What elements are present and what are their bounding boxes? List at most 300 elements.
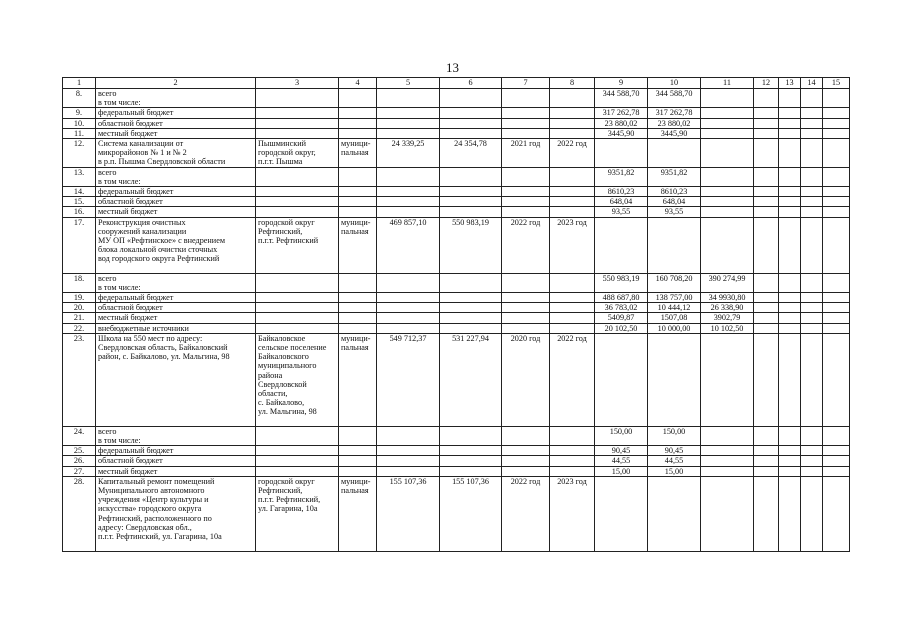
table-cell-col-9 [595, 333, 648, 426]
table-cell-col-12 [754, 118, 779, 128]
table-cell-col-7: 2021 год [502, 139, 550, 168]
column-number-7: 7 [502, 78, 550, 89]
table-cell-col-6: 24 354,78 [440, 139, 502, 168]
table-cell-col-4 [339, 108, 377, 118]
table-cell-col-13 [779, 128, 801, 138]
table-cell-col-8 [550, 303, 595, 313]
table-cell-col-5 [377, 187, 440, 197]
table-cell-col-15 [823, 128, 850, 138]
table-cell-col-8: 2022 год [550, 139, 595, 168]
table-cell-col-5 [377, 273, 440, 292]
table-cell-col-10: 150,00 [648, 426, 701, 445]
table-cell-col-10: 3445,90 [648, 128, 701, 138]
table-cell-col-2: областной бюджет [96, 456, 256, 466]
table-cell-col-5 [377, 323, 440, 333]
table-cell-col-7 [502, 273, 550, 292]
table-cell-col-10 [648, 217, 701, 273]
table-cell-col-10: 93,55 [648, 207, 701, 217]
table-cell-col-13 [779, 426, 801, 445]
table-row [63, 313, 850, 323]
table-cell-col-15 [823, 456, 850, 466]
table-cell-col-11 [701, 207, 754, 217]
table-row [63, 323, 850, 333]
table-cell-col-5 [377, 456, 440, 466]
table-cell-col-5 [377, 446, 440, 456]
table-cell-col-5 [377, 118, 440, 128]
table-cell-col-14 [801, 303, 823, 313]
table-cell-col-4 [339, 273, 377, 292]
table-cell-col-2: федеральный бюджет [96, 187, 256, 197]
table-cell-col-10: 44,55 [648, 456, 701, 466]
table-cell-col-4 [339, 167, 377, 186]
table-cell-col-5 [377, 207, 440, 217]
table-cell-col-2: областной бюджет [96, 303, 256, 313]
table-cell-col-15 [823, 323, 850, 333]
table-cell-col-4 [339, 313, 377, 323]
table-cell-col-2: внебюджетные источники [96, 323, 256, 333]
table-cell-col-6 [440, 293, 502, 303]
table-cell-col-11 [701, 139, 754, 168]
table-cell-col-7 [502, 456, 550, 466]
table-cell-col-7 [502, 466, 550, 476]
table-cell-col-4 [339, 118, 377, 128]
table-cell-col-6 [440, 207, 502, 217]
table-cell-col-9: 150,00 [595, 426, 648, 445]
table-cell-col-8 [550, 118, 595, 128]
table-cell-col-6: 155 107,36 [440, 476, 502, 551]
table-cell-col-4 [339, 197, 377, 207]
table-cell-col-12 [754, 446, 779, 456]
table-cell-col-5 [377, 293, 440, 303]
table-cell-col-2: Капитальный ремонт помещений Муниципального автономного учреждения «Центр культуры и искусства» городского округа Рефтинский, расположенного по адресу: Свердловская обл., п.г.т. Рефтинский, ул. Гагарина, 10а [96, 476, 256, 551]
table-cell-col-10: 15,00 [648, 466, 701, 476]
table-cell-col-7: 2022 год [502, 476, 550, 551]
table-cell-col-5 [377, 108, 440, 118]
table-row [63, 167, 850, 186]
table-cell-col-7 [502, 89, 550, 108]
table-cell-col-9: 344 588,70 [595, 89, 648, 108]
table-cell-col-6 [440, 313, 502, 323]
table-cell-col-2: Система канализации от микрорайонов № 1 и № 2 в р.п. Пышма Свердловской области [96, 139, 256, 168]
table-cell-col-4 [339, 293, 377, 303]
table-row [63, 303, 850, 313]
table-cell-col-11: 34 9930,80 [701, 293, 754, 303]
table-cell-col-12 [754, 187, 779, 197]
table-cell-col-2: всего в том числе: [96, 167, 256, 186]
investment-table [62, 77, 850, 552]
table-cell-col-14 [801, 456, 823, 466]
table-cell-col-5 [377, 167, 440, 186]
table-cell-col-1: 25. [63, 446, 96, 456]
table-row [63, 446, 850, 456]
table-cell-col-14 [801, 333, 823, 426]
table-cell-col-2: федеральный бюджет [96, 293, 256, 303]
table-cell-col-9: 93,55 [595, 207, 648, 217]
table-cell-col-3 [256, 89, 339, 108]
page-number: 13 [446, 60, 459, 75]
table-cell-col-10: 10 000,00 [648, 323, 701, 333]
table-cell-col-9: 488 687,80 [595, 293, 648, 303]
table-cell-col-3 [256, 446, 339, 456]
table-row [63, 139, 850, 168]
table-cell-col-9: 3445,90 [595, 128, 648, 138]
table-row [63, 89, 850, 108]
table-cell-col-3: городской округ Рефтинский, п.г.т. Рефтинский, ул. Гагарина, 10а [256, 476, 339, 551]
table-cell-col-4: муници- пальная [339, 476, 377, 551]
table-cell-col-2: всего в том числе: [96, 426, 256, 445]
table-cell-col-4 [339, 456, 377, 466]
table-cell-col-1: 27. [63, 466, 96, 476]
table-cell-col-5 [377, 303, 440, 313]
table-cell-col-8 [550, 108, 595, 118]
table-cell-col-15 [823, 89, 850, 108]
table-cell-col-3 [256, 303, 339, 313]
table-cell-col-9: 36 783,02 [595, 303, 648, 313]
table-cell-col-8 [550, 313, 595, 323]
table-cell-col-13 [779, 197, 801, 207]
table-cell-col-12 [754, 139, 779, 168]
table-cell-col-2: областной бюджет [96, 197, 256, 207]
table-cell-col-10: 8610,23 [648, 187, 701, 197]
table-cell-col-7 [502, 187, 550, 197]
table-cell-col-8: 2023 год [550, 217, 595, 273]
table-cell-col-5 [377, 128, 440, 138]
table-cell-col-4 [339, 187, 377, 197]
table-cell-col-8 [550, 167, 595, 186]
table-cell-col-14 [801, 89, 823, 108]
table-cell-col-4 [339, 207, 377, 217]
table-cell-col-12 [754, 456, 779, 466]
column-number-row [63, 78, 850, 89]
table-cell-col-4 [339, 303, 377, 313]
table-cell-col-4 [339, 128, 377, 138]
table-cell-col-9 [595, 476, 648, 551]
table-cell-col-13 [779, 108, 801, 118]
table-cell-col-9: 15,00 [595, 466, 648, 476]
table-cell-col-11 [701, 187, 754, 197]
table-cell-col-14 [801, 476, 823, 551]
table-cell-col-15 [823, 303, 850, 313]
table-cell-col-3 [256, 466, 339, 476]
table-row [63, 466, 850, 476]
table-cell-col-1: 26. [63, 456, 96, 466]
table-cell-col-1: 24. [63, 426, 96, 445]
table-cell-col-10: 1507,08 [648, 313, 701, 323]
table-cell-col-11 [701, 456, 754, 466]
table-cell-col-1: 13. [63, 167, 96, 186]
table-cell-col-14 [801, 426, 823, 445]
table-cell-col-14 [801, 293, 823, 303]
table-cell-col-8: 2023 год [550, 476, 595, 551]
table-cell-col-10: 9351,82 [648, 167, 701, 186]
table-cell-col-14 [801, 139, 823, 168]
table-cell-col-13 [779, 118, 801, 128]
table-cell-col-10 [648, 139, 701, 168]
table-row [63, 273, 850, 292]
table-cell-col-3 [256, 456, 339, 466]
table-cell-col-1: 28. [63, 476, 96, 551]
table-row [63, 333, 850, 426]
table-cell-col-5 [377, 197, 440, 207]
table-cell-col-14 [801, 118, 823, 128]
table-cell-col-9 [595, 217, 648, 273]
table-cell-col-11 [701, 217, 754, 273]
table-cell-col-6 [440, 446, 502, 456]
table-cell-col-15 [823, 207, 850, 217]
table-cell-col-13 [779, 313, 801, 323]
table-row [63, 217, 850, 273]
table-cell-col-6 [440, 118, 502, 128]
table-cell-col-10: 90,45 [648, 446, 701, 456]
table-cell-col-8 [550, 456, 595, 466]
table-cell-col-13 [779, 323, 801, 333]
table-cell-col-14 [801, 187, 823, 197]
table-cell-col-11 [701, 128, 754, 138]
table-cell-col-7: 2020 год [502, 333, 550, 426]
table-cell-col-8 [550, 293, 595, 303]
table-cell-col-1: 21. [63, 313, 96, 323]
table-cell-col-11 [701, 446, 754, 456]
table-cell-col-3 [256, 313, 339, 323]
table-cell-col-15 [823, 333, 850, 426]
table-row [63, 118, 850, 128]
table-cell-col-11 [701, 426, 754, 445]
table-cell-col-7: 2022 год [502, 217, 550, 273]
table-cell-col-12 [754, 128, 779, 138]
table-cell-col-12 [754, 89, 779, 108]
table-cell-col-3: Пышминский городской округ, п.г.т. Пышма [256, 139, 339, 168]
table-cell-col-14 [801, 273, 823, 292]
table-cell-col-12 [754, 207, 779, 217]
table-cell-col-14 [801, 466, 823, 476]
table-cell-col-1: 22. [63, 323, 96, 333]
table-cell-col-3 [256, 118, 339, 128]
table-cell-col-10: 160 708,20 [648, 273, 701, 292]
table-cell-col-9 [595, 139, 648, 168]
table-row [63, 426, 850, 445]
table-cell-col-8 [550, 197, 595, 207]
table-cell-col-3 [256, 207, 339, 217]
table-cell-col-11 [701, 197, 754, 207]
table-cell-col-7 [502, 313, 550, 323]
table-cell-col-4: муници- пальная [339, 217, 377, 273]
table-cell-col-10: 138 757,00 [648, 293, 701, 303]
table-cell-col-14 [801, 197, 823, 207]
column-number-1: 1 [63, 78, 96, 89]
table-row [63, 128, 850, 138]
table-cell-col-5: 155 107,36 [377, 476, 440, 551]
table-cell-col-12 [754, 293, 779, 303]
table-cell-col-15 [823, 187, 850, 197]
table-cell-col-8 [550, 323, 595, 333]
table-cell-col-12 [754, 426, 779, 445]
table-cell-col-11 [701, 89, 754, 108]
table-cell-col-12 [754, 303, 779, 313]
table-cell-col-2: областной бюджет [96, 118, 256, 128]
table-cell-col-10 [648, 476, 701, 551]
table-cell-col-6: 550 983,19 [440, 217, 502, 273]
table-cell-col-11 [701, 108, 754, 118]
table-cell-col-1: 10. [63, 118, 96, 128]
table-cell-col-6 [440, 108, 502, 118]
table-cell-col-15 [823, 466, 850, 476]
table-cell-col-7 [502, 426, 550, 445]
table-cell-col-12 [754, 323, 779, 333]
table-cell-col-5 [377, 89, 440, 108]
table-cell-col-3 [256, 323, 339, 333]
table-cell-col-11 [701, 167, 754, 186]
table-cell-col-13 [779, 207, 801, 217]
table-cell-col-7 [502, 118, 550, 128]
table-cell-col-14 [801, 313, 823, 323]
table-cell-col-9: 5409,87 [595, 313, 648, 323]
table-cell-col-1: 12. [63, 139, 96, 168]
table-cell-col-1: 20. [63, 303, 96, 313]
table-cell-col-3 [256, 187, 339, 197]
table-cell-col-4 [339, 446, 377, 456]
table-cell-col-3 [256, 128, 339, 138]
table-row [63, 476, 850, 551]
table-cell-col-2: федеральный бюджет [96, 108, 256, 118]
table-cell-col-7 [502, 207, 550, 217]
table-cell-col-11: 26 338,90 [701, 303, 754, 313]
table-cell-col-11 [701, 466, 754, 476]
column-number-6: 6 [440, 78, 502, 89]
table-cell-col-8: 2022 год [550, 333, 595, 426]
table-cell-col-5: 24 339,25 [377, 139, 440, 168]
table-cell-col-12 [754, 108, 779, 118]
table-cell-col-12 [754, 273, 779, 292]
table-cell-col-4 [339, 466, 377, 476]
table-cell-col-2: местный бюджет [96, 207, 256, 217]
table-cell-col-13 [779, 303, 801, 313]
table-cell-col-15 [823, 426, 850, 445]
table-cell-col-1: 14. [63, 187, 96, 197]
table-cell-col-10: 317 262,78 [648, 108, 701, 118]
table-cell-col-2: местный бюджет [96, 313, 256, 323]
table-cell-col-15 [823, 108, 850, 118]
table-cell-col-15 [823, 217, 850, 273]
table-cell-col-3 [256, 167, 339, 186]
table-cell-col-1: 8. [63, 89, 96, 108]
table-cell-col-3: городской округ Рефтинский, п.г.т. Рефтинский [256, 217, 339, 273]
table-cell-col-14 [801, 323, 823, 333]
column-number-15: 15 [823, 78, 850, 89]
table-row [63, 197, 850, 207]
table-cell-col-10 [648, 333, 701, 426]
table-cell-col-14 [801, 108, 823, 118]
column-number-5: 5 [377, 78, 440, 89]
table-cell-col-6 [440, 128, 502, 138]
table-cell-col-9: 44,55 [595, 456, 648, 466]
table-cell-col-1: 16. [63, 207, 96, 217]
table-cell-col-8 [550, 273, 595, 292]
table-cell-col-10: 23 880,02 [648, 118, 701, 128]
table-cell-col-13 [779, 217, 801, 273]
table-cell-col-6 [440, 273, 502, 292]
table-cell-col-13 [779, 139, 801, 168]
table-cell-col-13 [779, 456, 801, 466]
table-cell-col-8 [550, 426, 595, 445]
column-number-2: 2 [96, 78, 256, 89]
table-cell-col-11 [701, 333, 754, 426]
table-cell-col-15 [823, 446, 850, 456]
table-cell-col-9: 9351,82 [595, 167, 648, 186]
table-cell-col-6 [440, 456, 502, 466]
table-cell-col-1: 17. [63, 217, 96, 273]
table-cell-col-2: всего в том числе: [96, 273, 256, 292]
column-number-9: 9 [595, 78, 648, 89]
table-cell-col-11 [701, 118, 754, 128]
table-cell-col-5: 549 712,37 [377, 333, 440, 426]
table-cell-col-6 [440, 323, 502, 333]
table-row [63, 207, 850, 217]
table-cell-col-1: 23. [63, 333, 96, 426]
column-number-12: 12 [754, 78, 779, 89]
table-cell-col-3 [256, 273, 339, 292]
table-cell-col-12 [754, 313, 779, 323]
table-cell-col-6 [440, 303, 502, 313]
column-number-10: 10 [648, 78, 701, 89]
table-cell-col-13 [779, 167, 801, 186]
table-cell-col-11 [701, 476, 754, 551]
table-cell-col-10: 648,04 [648, 197, 701, 207]
column-number-13: 13 [779, 78, 801, 89]
table-cell-col-9: 648,04 [595, 197, 648, 207]
table-cell-col-14 [801, 167, 823, 186]
table-cell-col-14 [801, 128, 823, 138]
table-cell-col-9: 23 880,02 [595, 118, 648, 128]
table-cell-col-12 [754, 466, 779, 476]
table-cell-col-9: 90,45 [595, 446, 648, 456]
table-cell-col-10: 10 444,12 [648, 303, 701, 313]
table-cell-col-2: Школа на 550 мест по адресу: Свердловская область, Байкаловский район, с. Байкалово, ул. Мальгина, 98 [96, 333, 256, 426]
table-cell-col-15 [823, 167, 850, 186]
table-cell-col-6 [440, 167, 502, 186]
table-cell-col-8 [550, 187, 595, 197]
table-cell-col-15 [823, 476, 850, 551]
table-cell-col-7 [502, 197, 550, 207]
table-cell-col-4 [339, 89, 377, 108]
table-cell-col-6 [440, 89, 502, 108]
table-cell-col-13 [779, 293, 801, 303]
table-cell-col-10: 344 588,70 [648, 89, 701, 108]
table-cell-col-5: 469 857,10 [377, 217, 440, 273]
table-cell-col-1: 11. [63, 128, 96, 138]
table-cell-col-8 [550, 128, 595, 138]
table-cell-col-4 [339, 426, 377, 445]
table-cell-col-2: федеральный бюджет [96, 446, 256, 456]
table-cell-col-7 [502, 323, 550, 333]
table-cell-col-12 [754, 217, 779, 273]
table-cell-col-15 [823, 293, 850, 303]
table-cell-col-11: 10 102,50 [701, 323, 754, 333]
table-cell-col-3 [256, 293, 339, 303]
table-cell-col-15 [823, 118, 850, 128]
table-cell-col-14 [801, 217, 823, 273]
table-cell-col-9: 8610,23 [595, 187, 648, 197]
table-cell-col-7 [502, 167, 550, 186]
table-row [63, 187, 850, 197]
table-cell-col-13 [779, 476, 801, 551]
table-cell-col-6 [440, 197, 502, 207]
table-cell-col-3: Байкаловское сельское поселение Байкаловского муниципального района Свердловской области, с. Байкалово, ул. Мальгина, 98 [256, 333, 339, 426]
table-cell-col-8 [550, 446, 595, 456]
table-cell-col-5 [377, 426, 440, 445]
table-cell-col-7 [502, 128, 550, 138]
column-number-11: 11 [701, 78, 754, 89]
table-cell-col-12 [754, 476, 779, 551]
